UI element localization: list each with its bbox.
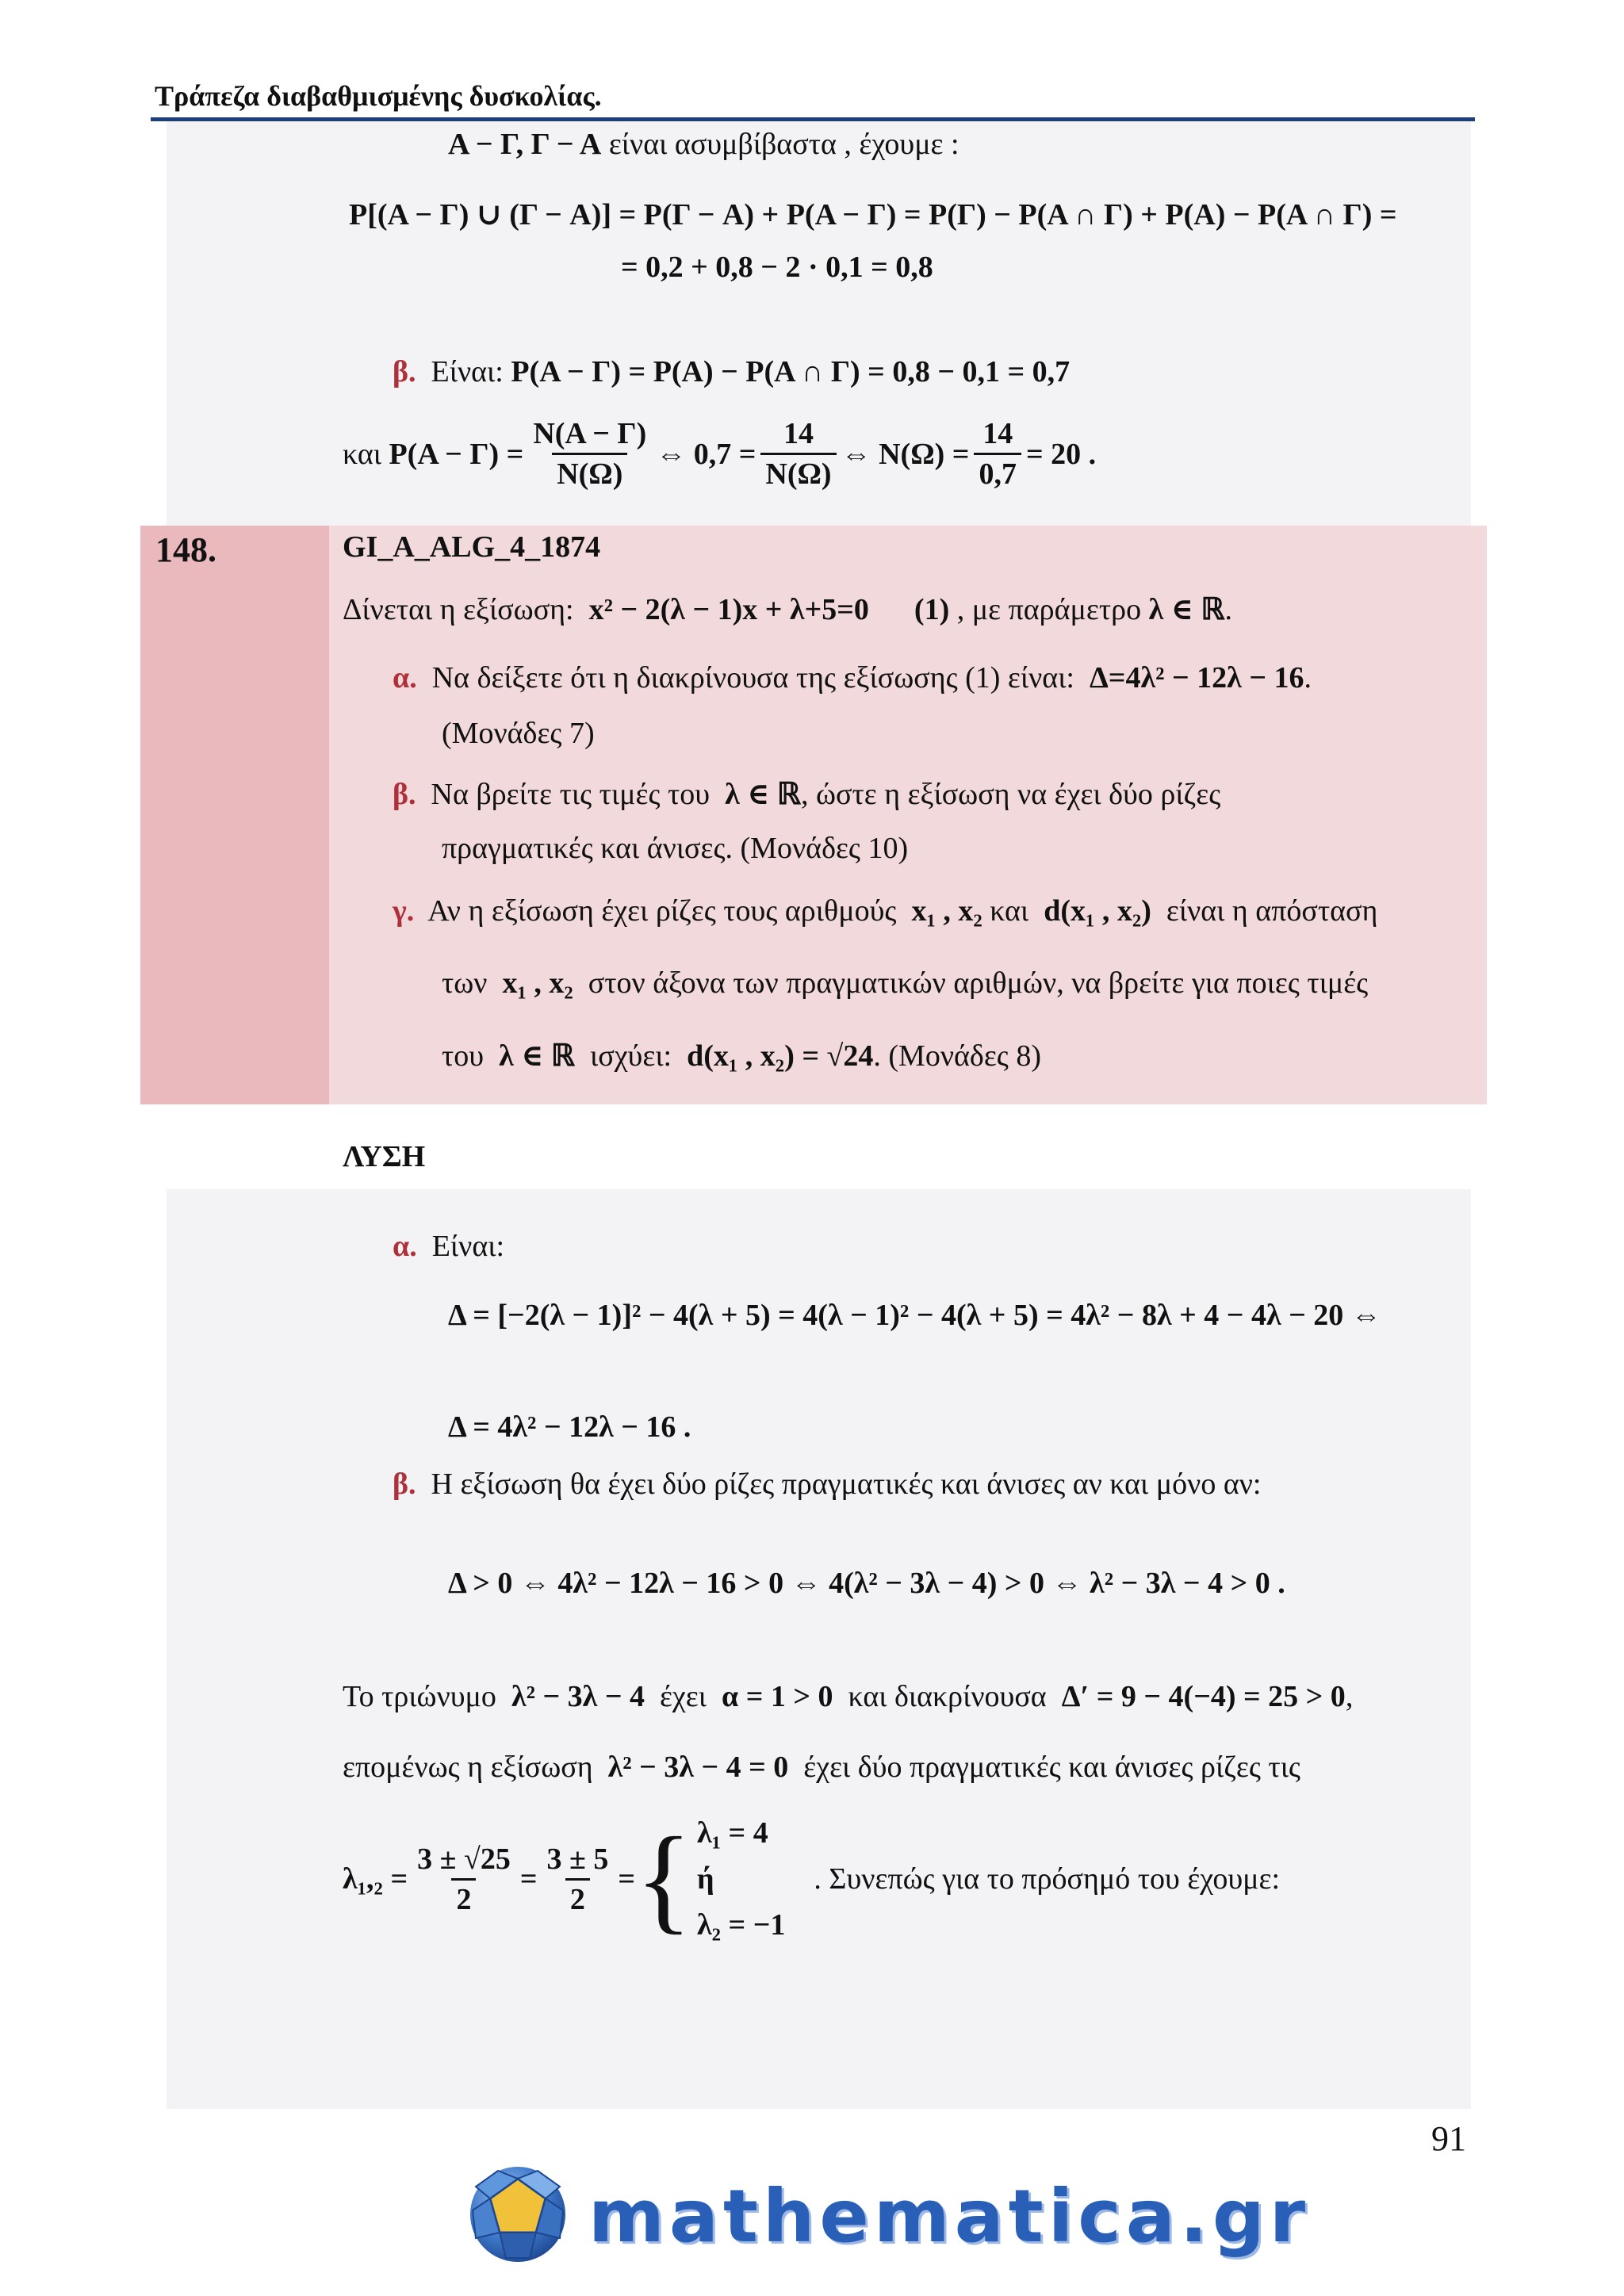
text-inline: Να δείξετε ότι η διακρίνουσα της εξίσωσης (1) είναι: bbox=[431, 661, 1074, 695]
exercise-number-cell bbox=[140, 526, 329, 1104]
text-inline: έχει δύο πραγματικές και άνισες ρίζες τις bbox=[803, 1751, 1300, 1784]
part-label: β. bbox=[393, 355, 416, 388]
root-cases bbox=[697, 1816, 785, 1942]
solution-eq-delta: Δ = [−2(λ − 1)]² − 4(λ + 5) = 4(λ − 1)² − 4(λ + 5) = 4λ² − 8λ + 4 − 4λ − 20 ⇔ bbox=[448, 1299, 1381, 1332]
fraction bbox=[412, 1842, 515, 1917]
math-inline: x₁ , x₂ bbox=[502, 966, 573, 1000]
exercise-intro: Δίνεται η εξίσωση: x² − 2(λ − 1)x + λ+5=0 (1) , με παράμετρο λ ∈ ℝ. bbox=[343, 593, 1232, 626]
text-inline: , ώστε η εξίσωση να έχει δύο ρίζες bbox=[800, 778, 1221, 811]
solution-title: ΛΥΣΗ bbox=[343, 1140, 426, 1173]
text-inline: Η εξίσωση θα έχει δύο ρίζες πραγματικές και άνισες αν και μόνο αν: bbox=[431, 1468, 1262, 1501]
fraction-numerator: 14 bbox=[783, 417, 814, 450]
math-inline: P(A − Γ) = bbox=[389, 437, 524, 471]
text-inline: είναι η απόσταση bbox=[1166, 894, 1378, 928]
math-inline: Δ′ = 9 − 4(−4) = 25 > 0 bbox=[1061, 1680, 1346, 1713]
text-inline: . Συνεπώς για το πρόσημό του έχουμε: bbox=[814, 1862, 1281, 1896]
solution-part-a bbox=[393, 1229, 504, 1264]
top-part-b bbox=[393, 354, 1070, 389]
fraction-line bbox=[343, 416, 1096, 492]
root-case: ή bbox=[697, 1862, 714, 1896]
fraction-denominator: 2 bbox=[451, 1878, 476, 1917]
part-label: β. bbox=[393, 1468, 416, 1501]
math-inline: λ ∈ ℝ bbox=[1148, 593, 1225, 626]
exercise-part-a: α. Να δείξετε ότι η διακρίνουσα της εξίσωσης (1) είναι: Δ=4λ² − 12λ − 16. bbox=[393, 661, 1312, 695]
math-inline: ⇔ N(Ω) = bbox=[841, 437, 970, 471]
math-inline: (1) bbox=[914, 593, 950, 626]
math-inline: d(x₁ , x₂) = √24 bbox=[687, 1039, 874, 1073]
math-inline: x₁ , x₂ bbox=[911, 894, 982, 928]
exercise-part-c-line2 bbox=[442, 966, 1368, 1001]
page-number: 91 bbox=[1431, 2119, 1466, 2158]
math-inline: = bbox=[519, 1862, 538, 1896]
text-inline: , με παράμετρο bbox=[956, 593, 1142, 626]
text-inline: επομένως η εξίσωση bbox=[343, 1751, 593, 1784]
logo-icon bbox=[466, 2163, 569, 2266]
equation-2: = 0,2 + 0,8 − 2 · 0,1 = 0,8 bbox=[621, 251, 933, 284]
root-case: λ₂ = −1 bbox=[697, 1908, 786, 1942]
math-inline: x² − 2(λ − 1)x + λ+5=0 bbox=[588, 593, 869, 626]
fraction bbox=[542, 1842, 613, 1917]
text-inline: των bbox=[442, 966, 488, 1000]
fraction bbox=[760, 416, 836, 492]
text-inline: Αν η εξίσωση έχει ρίζες τους αριθμούς bbox=[427, 894, 897, 928]
text-inline: ισχύει: bbox=[589, 1039, 672, 1073]
text-inline: Δίνεται η εξίσωση: bbox=[343, 593, 574, 626]
fraction-denominator: 2 bbox=[565, 1878, 590, 1917]
solution-trinomial bbox=[343, 1679, 1353, 1714]
math-inline: λ ∈ ℝ bbox=[499, 1039, 575, 1073]
part-label: γ. bbox=[393, 894, 415, 928]
exercise-code: GI_A_ALG_4_1874 bbox=[343, 530, 601, 564]
fraction bbox=[528, 416, 651, 492]
solution-eq-delta-result: Δ = 4λ² − 12λ − 16 . bbox=[448, 1410, 691, 1444]
root-case: λ₁ = 4 bbox=[697, 1816, 768, 1850]
fraction-numerator: 3 ± √25 bbox=[417, 1842, 511, 1876]
math-inline: λ₁,₂ = bbox=[343, 1862, 408, 1896]
part-label: β. bbox=[393, 778, 416, 811]
text-inline: και bbox=[990, 894, 1029, 928]
fraction-numerator: 3 ± 5 bbox=[546, 1842, 609, 1876]
fraction-numerator: 14 bbox=[982, 417, 1013, 450]
part-label: α. bbox=[393, 1230, 417, 1263]
math-inline: Δ=4λ² − 12λ − 16 bbox=[1089, 661, 1304, 695]
math-inline: λ² − 3λ − 4 = 0 bbox=[607, 1751, 789, 1784]
solution-hence bbox=[343, 1750, 1300, 1785]
left-brace: { bbox=[635, 1813, 692, 1945]
text-inline: έχει bbox=[659, 1680, 707, 1713]
top-line1 bbox=[448, 127, 959, 162]
text-inline: Να βρείτε τις τιμές του bbox=[431, 778, 710, 811]
solution-eq-inequality: Δ > 0 ⇔ 4λ² − 12λ − 16 > 0 ⇔ 4(λ² − 3λ − 4) > 0 ⇔ λ² − 3λ − 4 > 0 . bbox=[448, 1567, 1285, 1600]
text-inline: του bbox=[442, 1039, 485, 1073]
text-inline: Είναι: bbox=[431, 1230, 505, 1263]
text-inline: , bbox=[1345, 1680, 1354, 1713]
math-inline: = bbox=[618, 1862, 635, 1896]
math-inline: λ ∈ ℝ bbox=[725, 778, 801, 811]
math-inline: = 20 . bbox=[1025, 437, 1097, 471]
exercise-part-c bbox=[393, 894, 1377, 928]
exercise-part-a-marks: (Μονάδες 7) bbox=[442, 717, 595, 750]
math-inline: α = 1 > 0 bbox=[721, 1680, 833, 1713]
solution-part-b bbox=[393, 1467, 1261, 1502]
part-label: α. bbox=[393, 661, 417, 695]
fraction bbox=[974, 416, 1021, 492]
fraction-denominator: N(Ω) bbox=[552, 453, 627, 492]
math-inline: ⇔ 0,7 = bbox=[656, 437, 756, 471]
fraction-denominator: 0,7 bbox=[974, 453, 1021, 492]
text-inline: Είναι: bbox=[431, 355, 504, 388]
solution-roots bbox=[343, 1804, 1280, 1954]
exercise-part-c-line3 bbox=[442, 1037, 1041, 1073]
text-inline: είναι ασυμβίβαστα , έχουμε : bbox=[608, 128, 959, 161]
text-inline: και bbox=[343, 437, 381, 471]
exercise-part-b-cont: πραγματικές και άνισες. (Μονάδες 10) bbox=[442, 832, 909, 865]
text-inline: . (Μονάδες 8) bbox=[873, 1039, 1041, 1073]
fraction-denominator: N(Ω) bbox=[760, 453, 836, 492]
logo-text: mathematica.gr bbox=[588, 2174, 1311, 2259]
math-inline: λ² − 3λ − 4 bbox=[511, 1680, 645, 1713]
header-title: Τράπεζα διαβαθμισμένης δυσκολίας. bbox=[155, 80, 602, 112]
math-inline: Α − Γ, Γ − Α bbox=[448, 128, 602, 161]
text-inline: και διακρίνουσα bbox=[848, 1680, 1047, 1713]
text-inline: Το τριώνυμο bbox=[343, 1680, 496, 1713]
exercise-number: 148. bbox=[155, 530, 216, 569]
math-inline: d(x₁ , x₂) bbox=[1044, 894, 1151, 928]
math-inline: P(A − Γ) = P(A) − P(A ∩ Γ) = 0,8 − 0,1 = 0,7 bbox=[511, 355, 1071, 388]
fraction-numerator: N(A − Γ) bbox=[533, 417, 647, 450]
text-inline: στον άξονα των πραγματικών αριθμών, να βρείτε για ποιες τιμές bbox=[588, 966, 1369, 1000]
equation-1: P[(A − Γ) ∪ (Γ − A)] = P(Γ − A) + P(A − Γ) = P(Γ) − P(A ∩ Γ) + P(A) − P(A ∩ Γ) = bbox=[349, 198, 1397, 232]
exercise-part-b bbox=[393, 775, 1220, 812]
